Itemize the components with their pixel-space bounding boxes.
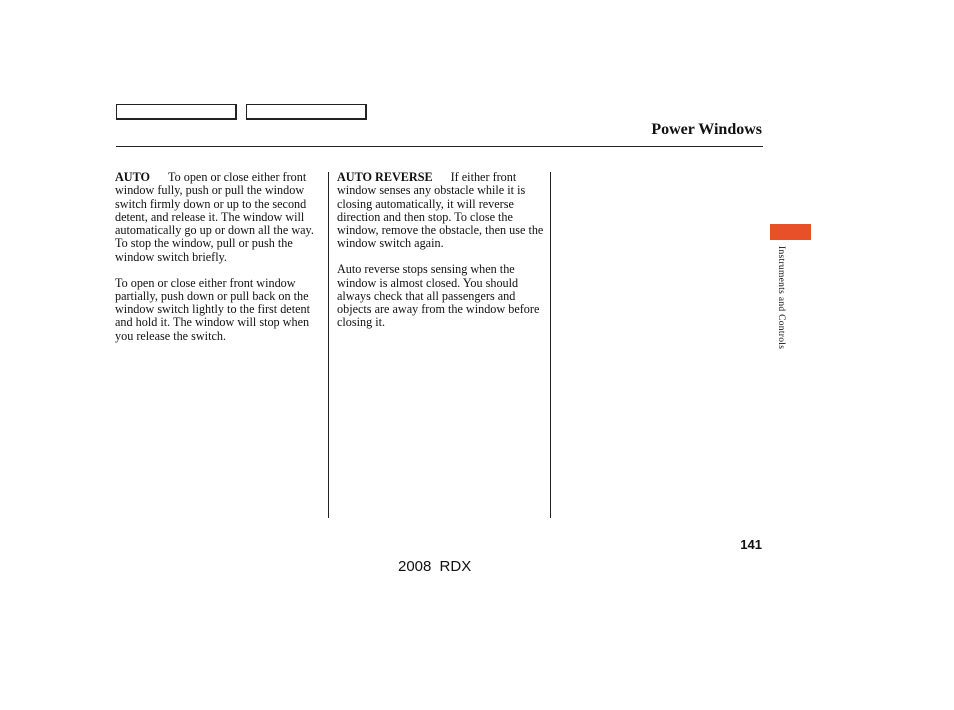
page-title: Power Windows <box>651 121 762 138</box>
page-number: 141 <box>740 537 762 552</box>
column-divider-2 <box>550 172 551 518</box>
term-auto-reverse: AUTO REVERSE <box>337 170 433 184</box>
paragraph-auto-text: To open or close either front window fully, push or pull the window switch firmly down or up to the second detent, and release it. The window will automatically go up or down all the way. To stop the window, pull or push the window switch briefly. <box>115 170 314 264</box>
paragraph-auto <box>115 171 321 264</box>
footer-model: 2008 RDX <box>398 558 472 575</box>
nav-button-previous[interactable] <box>116 104 237 120</box>
column-divider-1 <box>328 172 329 518</box>
paragraph-auto-reverse <box>337 171 545 251</box>
header-rule <box>116 146 763 147</box>
paragraph-auto-reverse-text: If either front window senses any obstacle while it is closing automatically, it will reverse direction and then stop. To close the window, remove the obstacle, then use the window switch again. <box>337 170 544 251</box>
nav-button-next[interactable] <box>246 104 367 120</box>
section-tab[interactable] <box>770 224 811 240</box>
text-column-2 <box>337 171 545 342</box>
text-column-1 <box>115 171 321 356</box>
paragraph-partial: To open or close either front window partially, push down or pull back on the window switch lightly to the first detent and hold it. The window will stop when you release the switch. <box>115 275 310 343</box>
section-label: Instruments and Controls <box>776 246 786 350</box>
paragraph-auto-reverse-note: Auto reverse stops sensing when the window is almost closed. You should always check that all passengers and objects are away from the window before closing it. <box>337 262 540 330</box>
term-auto: AUTO <box>115 170 150 184</box>
